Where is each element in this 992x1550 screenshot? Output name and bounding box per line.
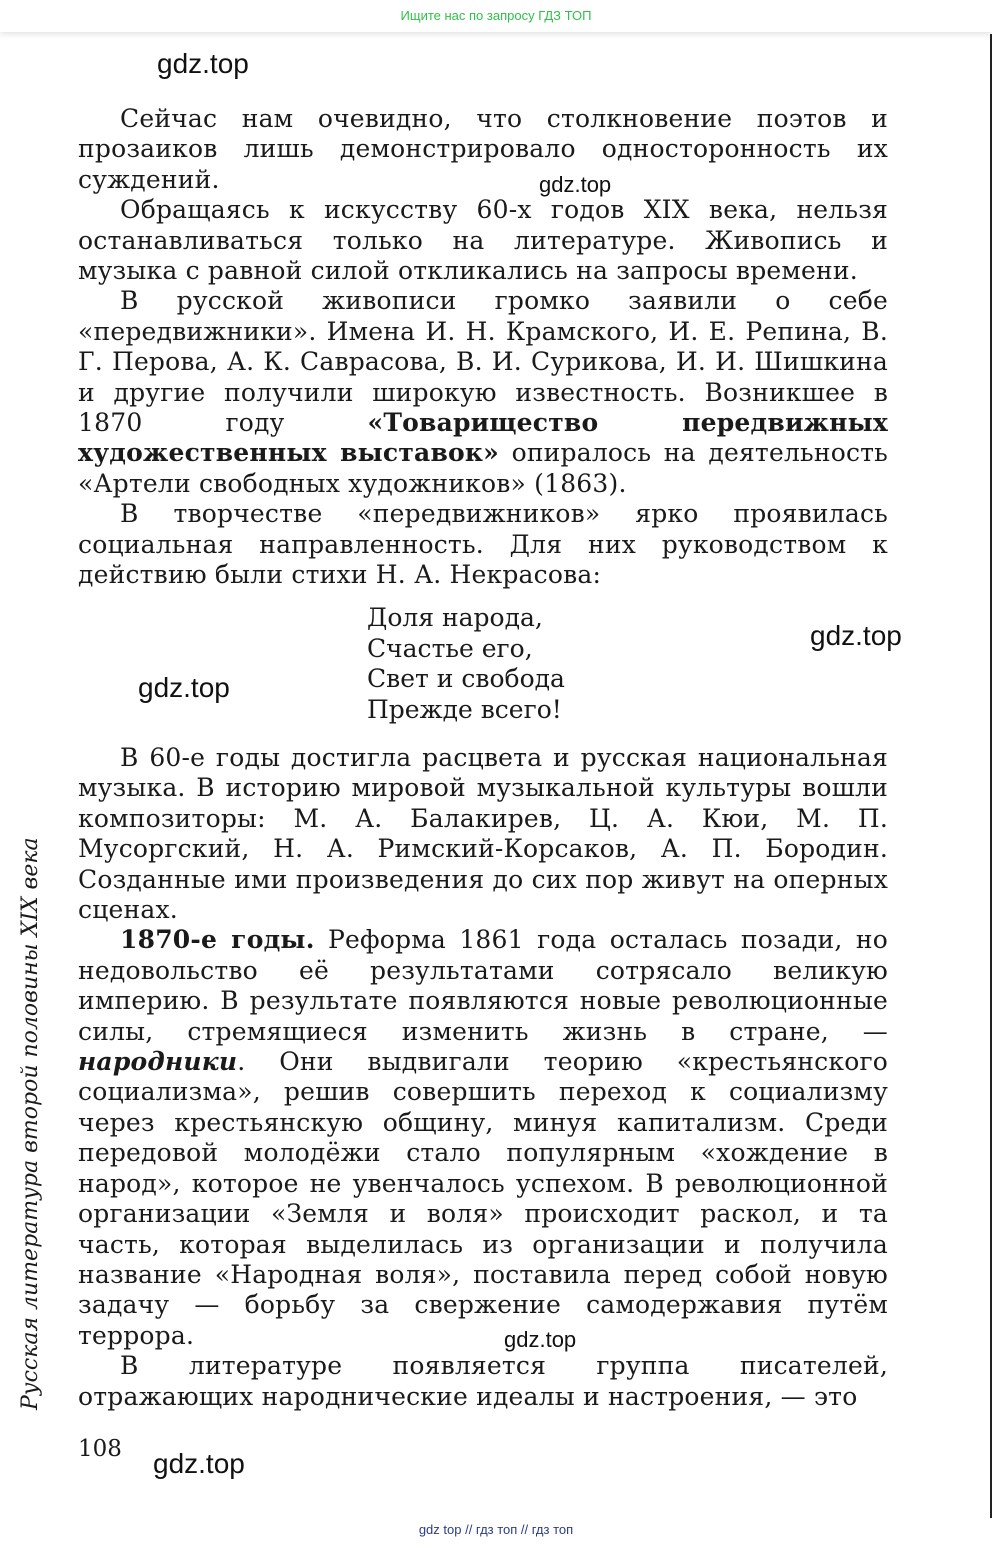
body-text-bottom (78, 743, 888, 1412)
bold-term: «Товарищество передвижных художественных выставок» (78, 408, 888, 468)
spine-title: Русская литература второй половины XIX века (18, 837, 43, 1410)
watermark: gdz.top (539, 172, 612, 197)
paragraph-text: . Они выдвигали теорию «крестьянского социализма», решив совершить переход к социализму через крестьянскую общину, минуя капитализм. Среди передовой молодёжи стало популярным «хождение в народ», которое не увенчалось успехом. В революционной организации «Земля и воля» происходит раскол, и та часть, которая выделилась из организации и получила название «Народная воля», поставила перед собой новую задачу — борьбу за свержение самодержавия путём террора. (78, 1047, 888, 1350)
watermark: gdz.top (153, 1448, 245, 1479)
paragraph: Сейчас нам очевидно, что столкновение поэтов и прозаиков лишь демонстрировало односторонность их суждений. (78, 104, 888, 194)
poem-line: Счастье его, (367, 633, 533, 663)
paragraph (78, 925, 888, 1351)
paragraph: В литературе появляется группа писателей, отражающих народнические идеалы и настроения, — это (78, 1351, 888, 1411)
paragraph (78, 286, 888, 499)
paragraph-text: опиралось на деятельность «Артели свободных художников» (1863). (78, 438, 888, 498)
paragraph: В творчестве «передвижников» ярко проявилась социальная направленность. Для них руководством к действию были стихи Н. А. Некрасова: (78, 499, 888, 590)
paragraph-text: Реформа 1861 года осталась позади, но недовольство её результатами сотрясало великую империю. В результате появляются новые революционные силы, стремящиеся изменить жизнь в стране, — (78, 925, 888, 1046)
top-banner[interactable]: Ищите нас по запросу ГДЗ ТОП (0, 0, 992, 32)
section-heading: 1870-е годы. (120, 925, 315, 955)
footer-links[interactable]: gdz top // гдз топ // гдз топ (418, 1522, 574, 1537)
paragraph: В 60-е годы достигла расцвета и русская национальная музыка. В историю мировой музыкальной культуры вошли композиторы: М. А. Балакирев, Ц. А. Кюи, М. П. Мусоргский, Н. А. Римский-Корсаков, А. П. Бородин. Созданные ими произведения до сих пор живут на оперных сценах. (78, 743, 888, 925)
paragraph: Обращаясь к искусству 60-х годов XIX века, нельзя останавливаться только на литературе. Живопись и музыка с равной силой откликались на запросы времени. (78, 195, 888, 286)
watermark: gdz.top (810, 620, 902, 651)
watermark: gdz.top (157, 48, 249, 79)
poem-quote (367, 603, 565, 725)
poem-line: Свет и свобода (367, 664, 565, 693)
poem-line: Прежде всего! (367, 694, 562, 724)
poem-line: Доля народа, (367, 603, 543, 632)
body-text-top (78, 104, 888, 591)
paragraph-text: В русской живописи громко заявили о себе «передвижники». Имена И. Н. Крамского, И. Е. Репина, В. Г. Перова, А. К. Саврасова, В. И. Сурикова, И. И. Шишкина и другие получили широкую известность. Возникшее в 1870 году (78, 286, 888, 438)
page-number: 108 (78, 1436, 122, 1462)
watermark: gdz.top (138, 672, 230, 703)
key-term: народники (78, 1047, 238, 1077)
watermark: gdz.top (504, 1327, 577, 1352)
